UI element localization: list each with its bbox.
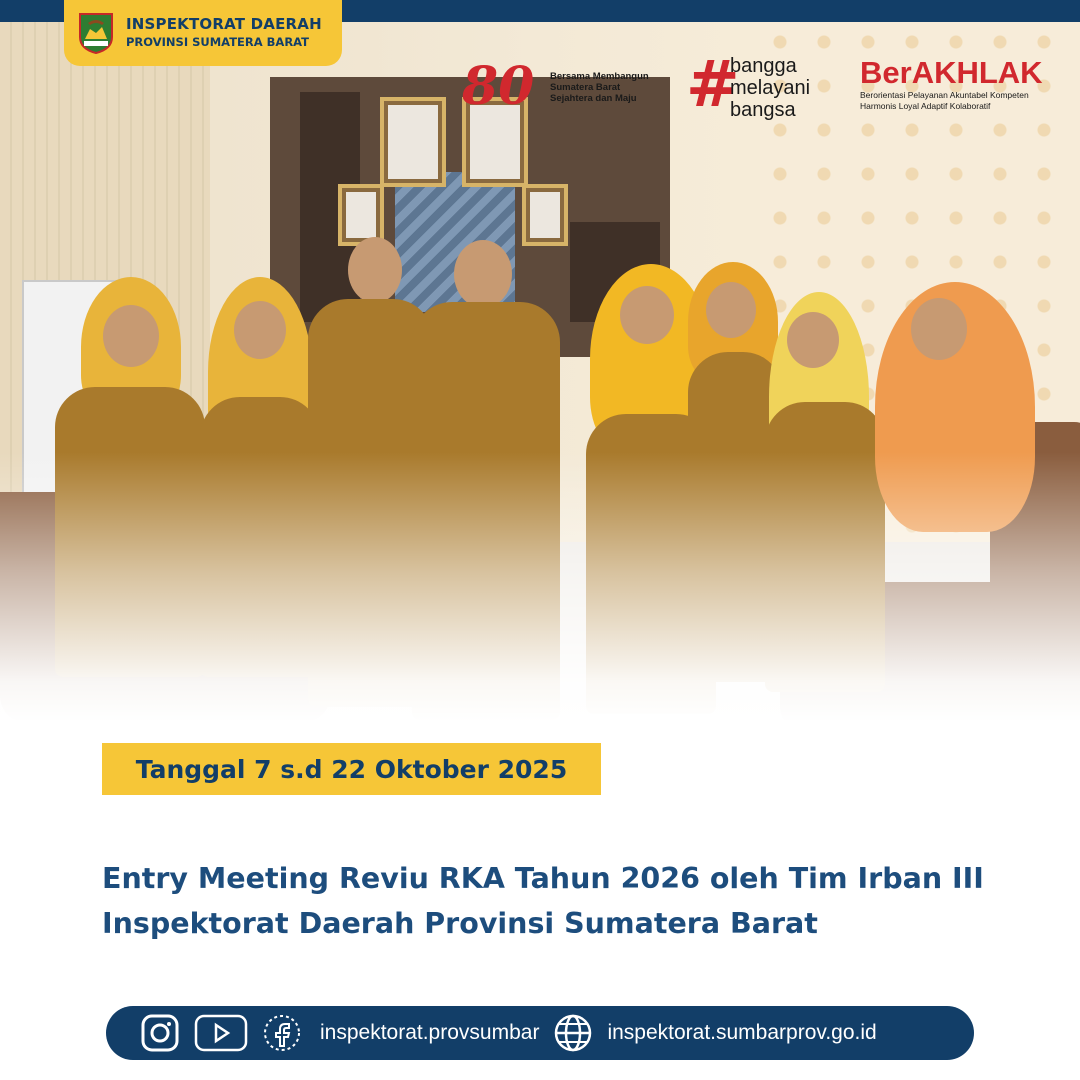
date-tag xyxy=(102,743,601,795)
org-name: INSPEKTORAT DAERAH xyxy=(126,15,322,33)
group-photo xyxy=(0,22,1080,722)
bangga-word2: melayani xyxy=(730,77,811,99)
org-province: PROVINSI SUMATERA BARAT xyxy=(126,35,310,49)
berakhlak-sub2: Harmonis Loyal Adaptif Kolaboratif xyxy=(860,101,991,111)
berakhlak-sub1: Berorientasi Pelayanan Akuntabel Kompeten xyxy=(860,90,1029,100)
hashtag-symbol: # xyxy=(686,48,740,122)
photo-fade xyxy=(0,452,1080,722)
anniversary-line3: Sejahtera dan Maju xyxy=(550,92,637,104)
anniversary-number: 80 xyxy=(462,56,535,117)
instagram-icon[interactable] xyxy=(140,1014,180,1052)
website-link[interactable]: inspektorat.sumbarprov.go.id xyxy=(607,1021,877,1044)
social-handle[interactable]: inspektorat.provsumbar xyxy=(320,1021,540,1044)
portrait-frame xyxy=(380,97,446,187)
anniversary-line1: Bersama Membangun xyxy=(550,70,649,82)
globe-icon xyxy=(553,1013,593,1053)
anniversary-line2: Sumatera Barat xyxy=(550,81,621,93)
date-text: Tanggal 7 s.d 22 Oktober 2025 xyxy=(135,754,568,784)
portrait-frame xyxy=(522,184,568,246)
footer-bar xyxy=(106,1006,974,1060)
bangga-word3: bangsa xyxy=(730,99,796,121)
bangga-melayani-bangsa-logo xyxy=(686,48,846,124)
berakhlak-title: BerAKHLAK xyxy=(860,55,1043,90)
berakhlak-logo xyxy=(860,56,1078,116)
youtube-icon[interactable] xyxy=(194,1014,248,1052)
title-line2: Inspektorat Daerah Provinsi Sumatera Barat xyxy=(102,907,818,940)
facebook-icon[interactable] xyxy=(262,1014,302,1052)
post-title xyxy=(102,856,1062,946)
west-sumatra-crest-icon xyxy=(76,11,116,55)
anniversary-logo xyxy=(462,56,672,118)
title-line1: Entry Meeting Reviu RKA Tahun 2026 oleh Tim Irban III xyxy=(102,862,984,895)
header-badge xyxy=(64,0,342,66)
bangga-word1: bangga xyxy=(730,55,797,77)
